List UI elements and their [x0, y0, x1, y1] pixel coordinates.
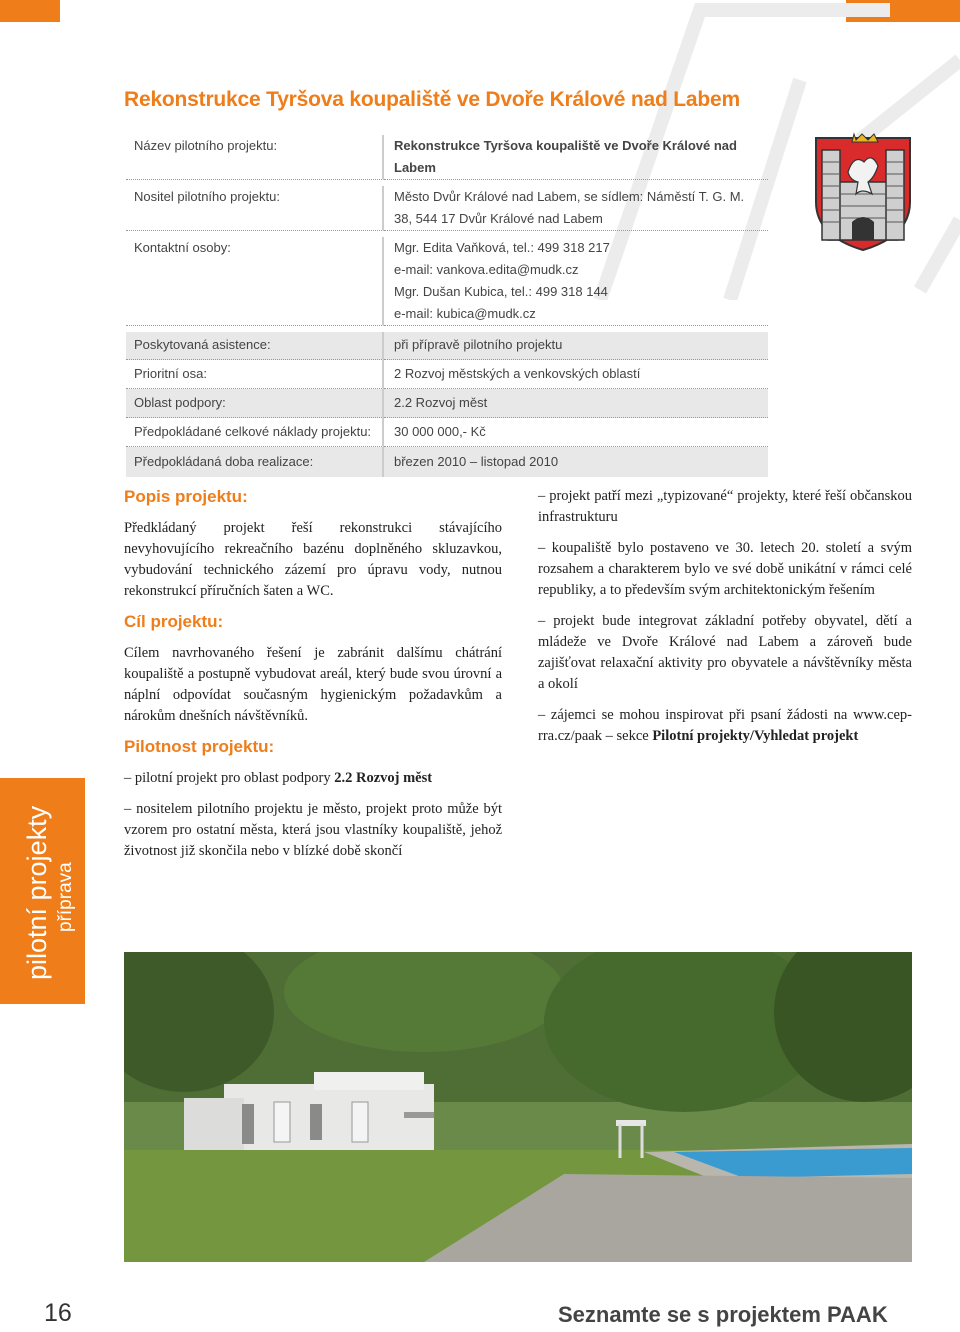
info-row-contacts: [126, 231, 768, 326]
right-bullet-3: – projekt bude integrovat základní potřeby obyvatel, dětí a mládeže ve Dvoře Králové nad Labem a zároveň bude zajišťovat relaxační aktivity pro obyvatele a návštěvníky města a okolí: [538, 613, 912, 692]
info-value-line: e-mail: kubica@mudk.cz: [394, 306, 536, 321]
info-value: [384, 186, 768, 231]
info-value: [384, 237, 768, 326]
info-label: Nositel pilotního projektu:: [126, 186, 384, 231]
info-value: 2 Rozvoj městských a venkovských oblastí: [384, 360, 768, 389]
info-label: Prioritní osa:: [126, 360, 384, 389]
heading-pilotnost: Pilotnost projektu:: [124, 737, 275, 756]
bullet-bold-text: 2.2 Rozvoj měst: [334, 770, 433, 786]
popis-text: Předkládaný projekt řeší rekonstrukci stávajícího nevyhovujícího rekreačního bazénu doplněného skluzavkou, vybudování technického zázemí pro úpravu vody, nutnou rekonstrukcí příručních šaten a WC.: [124, 520, 502, 599]
bullet-bold-text: Pilotní projekty/Vyhledat projekt: [652, 728, 859, 744]
heading-popis: Popis projektu:: [124, 487, 248, 506]
swimming-pool-photo: [124, 952, 912, 1262]
info-value-line: Labem: [394, 160, 436, 175]
top-accent-bar: [0, 0, 60, 22]
heading-cil: Cíl projektu:: [124, 612, 224, 631]
pilotnost-bullet-2: – nositelem pilotního projektu je město, projekt proto může být vzorem pro ostatní města, která jsou vlastníky koupaliště, jehož životnost již skončila nebo v blízké době skončí: [124, 801, 502, 859]
left-text-column: [124, 486, 502, 872]
info-value: [384, 135, 768, 180]
info-label: Název pilotního projektu:: [126, 135, 384, 180]
info-row-priority: [126, 360, 768, 389]
side-tab-subtitle: příprava: [55, 862, 76, 932]
cil-text: Cílem navrhovaného řešení je zabránit dalšímu chátrání koupaliště a postupně vybudovat areál, který bude svou úrovní a náplní odpovídat současným hygienickým požadavkům a nárokům dnešních návštěvníků.: [124, 645, 502, 724]
right-bullet-4: [538, 705, 912, 747]
info-value-line: e-mail: vankova.edita@mudk.cz: [394, 262, 579, 277]
footer-title: Seznamte se s projektem PAAK: [558, 1302, 888, 1327]
info-row-period: [126, 447, 768, 477]
page-title: Rekonstrukce Tyršova koupaliště ve Dvoře Králové nad Labem: [124, 88, 740, 111]
info-value: 2.2 Rozvoj měst: [384, 389, 768, 418]
info-label: Kontaktní osoby:: [126, 237, 384, 326]
info-value-line: Mgr. Dušan Kubica, tel.: 499 318 144: [394, 284, 608, 299]
city-crest-icon: [812, 132, 914, 252]
info-label: Oblast podpory:: [126, 389, 384, 418]
right-bullet-1: – projekt patří mezi „typizované“ projekty, které řeší občanskou infrastrukturu: [538, 488, 912, 525]
bullet-text: – pilotní projekt pro oblast podpory: [124, 770, 335, 786]
info-label: Poskytovaná asistence:: [126, 332, 384, 360]
side-tab-title: pilotní projekty: [22, 805, 52, 980]
info-row-holder: [126, 180, 768, 231]
info-value: 30 000 000,- Kč: [384, 418, 768, 447]
info-row-assistance: [126, 332, 768, 360]
info-value-line: Město Dvůr Králové nad Labem, se sídlem: Náměstí T. G. M.: [394, 189, 745, 204]
info-label: Předpokládané celkové náklady projektu:: [126, 418, 384, 447]
info-value: březen 2010 – listopad 2010: [384, 447, 768, 477]
info-row-name: [126, 132, 768, 180]
info-value-line: Mgr. Edita Vaňková, tel.: 499 318 217: [394, 240, 610, 255]
info-value-line: Rekonstrukce Tyršova koupaliště ve Dvoře Králové nad: [394, 138, 737, 153]
info-row-costs: [126, 418, 768, 447]
bullet-text: – zájemci se mohou inspirovat při psaní žádosti na www.cep-rra.cz/paak – sekce: [538, 707, 912, 744]
right-text-column: [538, 486, 912, 757]
info-value: při přípravě pilotního projektu: [384, 332, 768, 360]
right-bullet-2: – koupaliště bylo postaveno ve 30. letech 20. století a svým rozsahem a charakterem bylo ve své době unikátní v rámci celé republiky, a to především svým architektonickým řešením: [538, 540, 912, 598]
info-label: Předpokládaná doba realizace:: [126, 447, 384, 477]
pilotnost-bullet-1: [124, 768, 502, 789]
info-row-area: [126, 389, 768, 418]
page-number: 16: [44, 1299, 72, 1327]
info-value-line: 38, 544 17 Dvůr Králové nad Labem: [394, 211, 603, 226]
project-info-table: [126, 132, 768, 477]
